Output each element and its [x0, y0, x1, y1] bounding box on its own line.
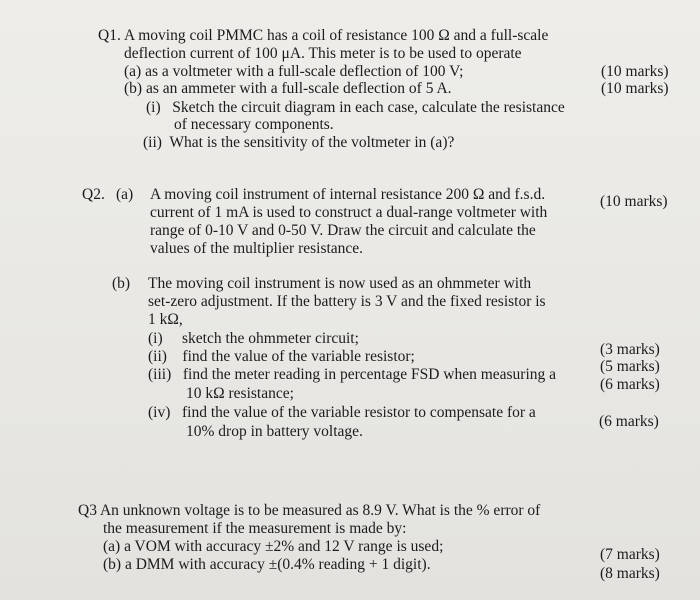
q1-stem-line2: deflection current of 100 μA. This meter is to be used to operate	[124, 45, 522, 62]
q2-part-b-label: (b)	[112, 275, 131, 292]
q2-b-line1: The moving coil instrument is now used as an ohmmeter with	[148, 275, 532, 292]
q2-a-line1: A moving coil instrument of internal resistance 200 Ω and f.s.d.	[150, 186, 546, 203]
q1-stem-line1: A moving coil PMMC has a coil of resistance 100 Ω and a full-scale	[124, 27, 549, 44]
q1-marks-a: (10 marks)	[601, 63, 669, 80]
q3-stem-line1: Q3 An unknown voltage is to be measured as 8.9 V. What is the % error of	[78, 502, 541, 519]
q3-part-b: (b) a DMM with accuracy ±(0.4% reading + 1 digit).	[103, 556, 431, 573]
q3-stem-line2: the measurement if the measurement is made by:	[103, 520, 407, 537]
q2-b-sub-i: (i) sketch the ohmmeter circuit;	[148, 330, 359, 347]
q2-marks-i: (3 marks)	[600, 341, 660, 358]
q2-marks-ii: (5 marks)	[600, 358, 660, 375]
q1-sub-i-line2: of necessary components.	[174, 116, 334, 133]
q2-b-sub-iv-line2: 10% drop in battery voltage.	[186, 423, 363, 440]
q3-marks-a: (7 marks)	[600, 546, 660, 563]
q2-a-line3: range of 0-10 V and 0-50 V. Draw the circuit and calculate the	[150, 222, 536, 239]
q2-a-line2: current of 1 mA is used to construct a dual-range voltmeter with	[150, 204, 548, 221]
q1-part-a: (a) as a voltmeter with a full-scale deflection of 100 V;	[124, 63, 464, 80]
q1-sub-ii: (ii) What is the sensitivity of the voltmeter in (a)?	[143, 134, 455, 151]
q2-marks-iii: (6 marks)	[600, 376, 660, 393]
q2-number: Q2.	[82, 186, 105, 203]
q2-b-sub-iv-line1: (iv) find the value of the variable resistor to compensate for a	[148, 404, 536, 421]
q1-part-b: (b) as an ammeter with a full-scale deflection of 5 A.	[124, 80, 452, 97]
q2-b-sub-iii-line2: 10 kΩ resistance;	[186, 385, 294, 402]
q2-b-line2: set-zero adjustment. If the battery is 3 V and the fixed resistor is	[148, 293, 546, 310]
q2-b-sub-ii: (ii) find the value of the variable resistor;	[148, 348, 415, 365]
q2-marks-iv: (6 marks)	[599, 413, 659, 430]
q1-number: Q1.	[98, 27, 121, 44]
q2-b-sub-iii-line1: (iii) find the meter reading in percentage FSD when measuring a	[148, 366, 557, 383]
q1-sub-i-line1: (i) Sketch the circuit diagram in each case, calculate the resistance	[146, 99, 565, 116]
q2-marks-a: (10 marks)	[600, 193, 668, 210]
q3-part-a: (a) a VOM with accuracy ±2% and 12 V range is used;	[103, 538, 444, 555]
q2-part-a-label: (a)	[116, 186, 134, 203]
q2-a-line4: values of the multiplier resistance.	[150, 240, 364, 257]
q2-b-line3: 1 kΩ,	[148, 311, 183, 328]
q3-marks-b: (8 marks)	[600, 565, 660, 582]
q1-marks-b: (10 marks)	[601, 80, 669, 97]
